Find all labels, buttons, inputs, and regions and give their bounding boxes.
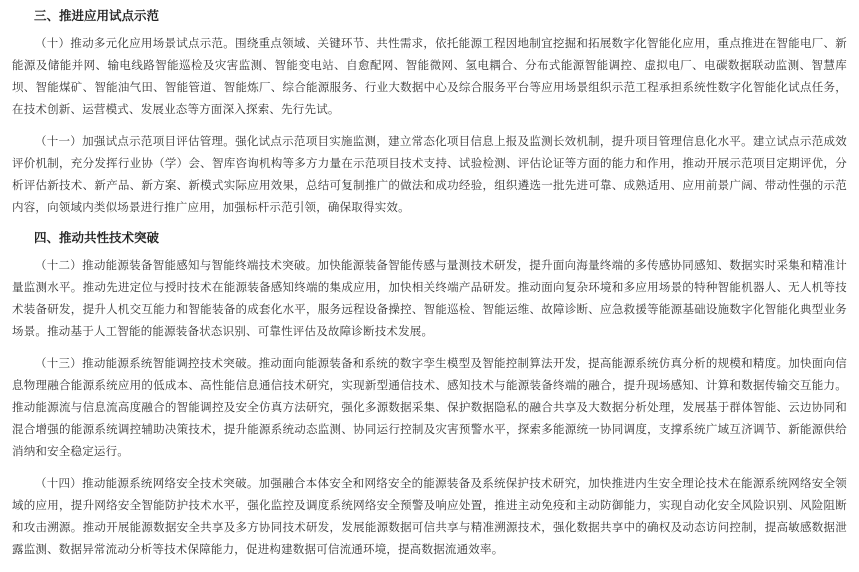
paragraph: （十）推动多元化应用场景试点示范。围绕重点领域、关键环节、共性需求，依托能源工程因地制宜挖掘和拓展数字化智能化应用，重点推进在智能电厂、新能源及储能并网、输电线路智能巡检及灾害监测、智能变电站、自愈配网、智能微网、氢电耦合、分布式能源智能调控、虚拟电厂、电碳数据联动监测、智慧库坝、智能煤矿、智能油气田、智能管道、智能炼厂、综合能源服务、行业大数据中心及综合服务平台等应用场景组织示范工程承担系统性数字化智能化试点任务，在技术创新、运营模式、发展业态等方面深入探索、先行先试。 — [12, 36, 847, 116]
paragraph: （十一）加强试点示范项目评估管理。强化试点示范项目实施监测，建立常态化项目信息上报及监测长效机制，提升项目管理信息化水平。建立试点示范成效评价机制，充分发挥行业协（学）会、智库咨询机构等多方力量在示范项目技术支持、试验检测、评估论证等方面的能力和作用，推动开展示范项目定期评优，分析评估新技术、新产品、新方案、新模式实际应用效果，总结可复制推广的做法和成功经验，组织遴选一批先进可靠、成熟适用、应用前景广阔、带动性强的示范内容，向领域内类似场景进行推广应用，加强标杆示范引领，确保取得实效。 — [12, 134, 847, 214]
paragraph: （十四）推动能源系统网络安全技术突破。加强融合本体安全和网络安全的能源装备及系统保护技术研究，加快推进内生安全理论技术在能源系统网络安全领域的应用，提升网络安全智能防护技术水平，强化监控及调度系统网络安全预警及响应处置，推进主动免疫和主动防御能力，实现自动化安全风险识别、风险阻断和攻击溯源。推动开展能源数据安全共享及多方协同技术研发，发展能源数据可信共享与精准溯源技术，强化数据共享中的确权及动态访问控制，提高敏感数据泄露监测、数据异常流动分析等技术保障能力，促进构建数据可信流通环境，提高数据流通效率。 — [12, 476, 847, 556]
section-heading: 四、推动共性技术突破 — [34, 230, 160, 245]
paragraph: （十三）推动能源系统智能调控技术突破。推动面向能源装备和系统的数字孪生模型及智能控制算法开发，提高能源系统仿真分析的规模和精度。加快面向信息物理融合能源系统应用的低成本、高性能信息通信技术研究，实现新型通信技术、感知技术与能源装备终端的融合，提升现场感知、计算和数据传输交互能力。推动能源流与信息流高度融合的智能调控及安全仿真方法研究，强化多源数据采集、保护数据隐私的融合共享及大数据分析处理，发展基于群体智能、云边协同和混合增强的能源系统调控辅助决策技术，提升能源系统动态监测、协同运行控制及灾害预警水平，探索多能源统一协同调度，支撑系统广域互济调节、新能源供给消纳和安全稳定运行。 — [12, 356, 847, 458]
paragraph: （十二）推动能源装备智能感知与智能终端技术突破。加快能源装备智能传感与量测技术研发，提升面向海量终端的多传感协同感知、数据实时采集和精准计量监测水平。推动先进定位与授时技术在能源装备感知终端的集成应用，加快相关终端产品研发。推动面向复杂环境和多应用场景的特种智能机器人、无人机等技术装备研发，提升人机交互能力和智能装备的成套化水平，服务远程设备操控、智能巡检、智能运维、故障诊断、应急救援等能源基础设施数字化智能化典型业务场景。推动基于人工智能的能源装备状态识别、可靠性评估及故障诊断技术发展。 — [12, 258, 847, 338]
section-heading: 三、推进应用试点示范 — [34, 8, 160, 23]
